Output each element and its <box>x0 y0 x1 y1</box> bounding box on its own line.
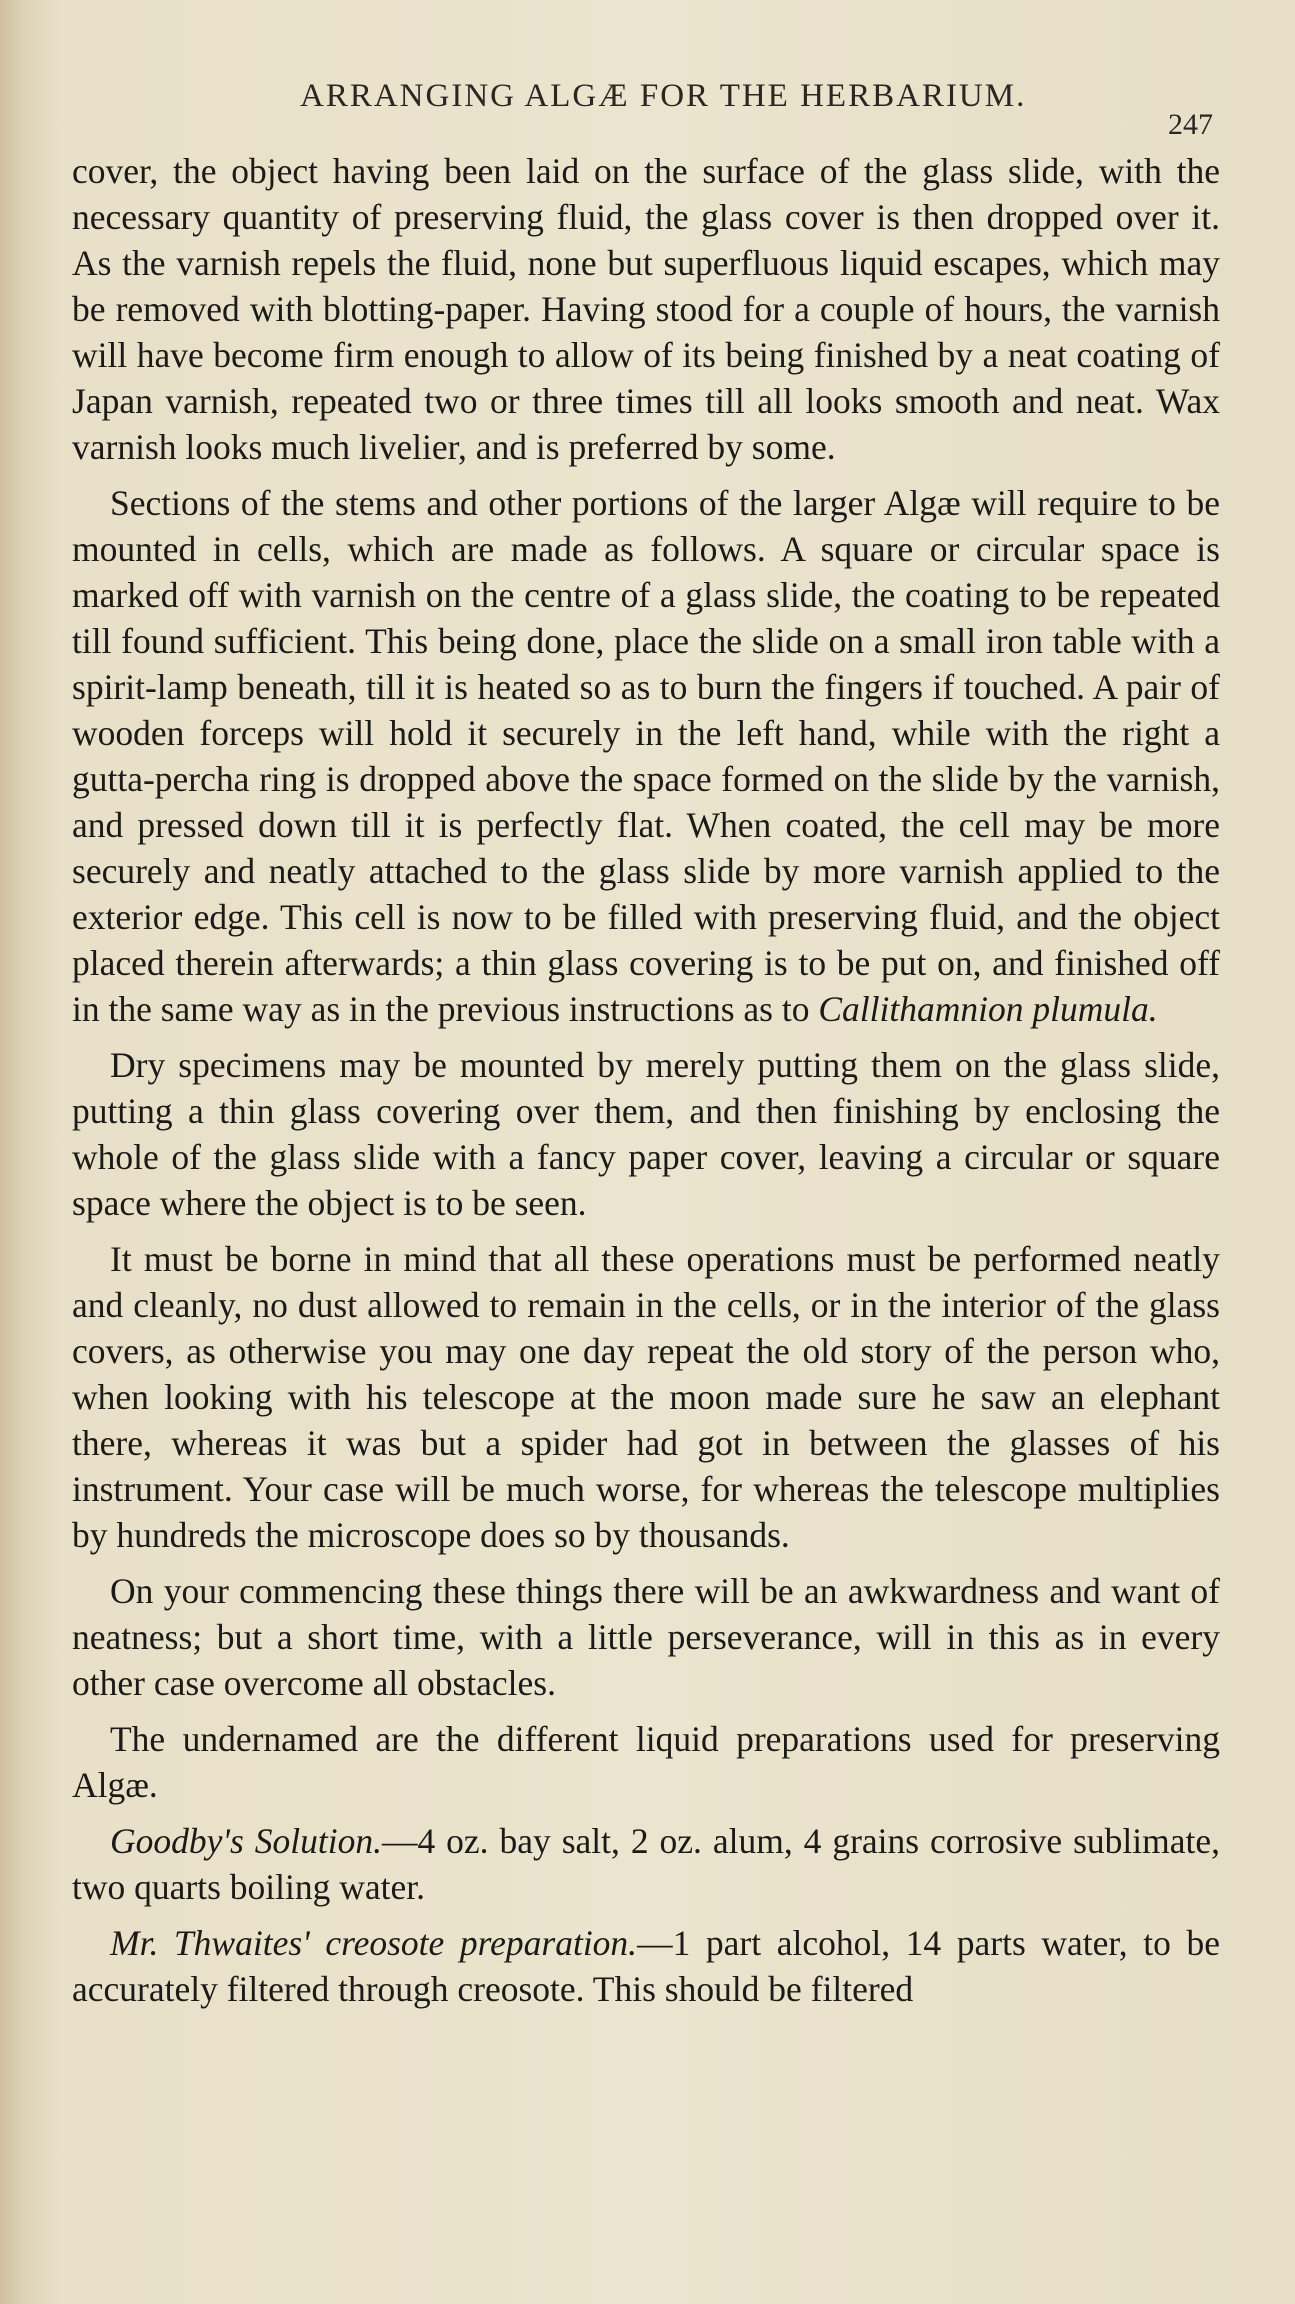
paragraph-3: Dry specimens may be mounted by merely putting them on the glass slide, putting a thin glass covering over them, and then finishing by enclosing the whole of the glass slide with a fancy paper cover, leaving a circular or square space where the object is to be seen. <box>72 1045 1220 1223</box>
paragraph-1: cover, the object having been laid on the surface of the glass slide, with the necessary quantity of preserving fluid, the glass cover is then dropped over it. As the varnish repels the fluid, none but superfluous liquid escapes, which may be removed with blotting-paper. Having stood for a couple of hours, the varnish will have become firm enough to allow of its being finished by a neat coating of Japan varnish, repeated two or three times till all looks smooth and neat. Wax varnish looks much livelier, and is preferred by some. <box>72 151 1220 467</box>
body-text <box>72 148 1220 2022</box>
page-number: 247 <box>1168 108 1213 141</box>
paragraph-2-text: Sections of the stems and other portions of the larger Algæ will require to be mounted in cells, which are made as follows. A square or circular space is marked off with varnish on the centre of a glass slide, the coating to be repeated till found sufficient. This being done, place the slide on a small iron table with a spirit-lamp beneath, till it is heated so as to burn the fingers if touched. A pair of wooden forceps will hold it securely in the left hand, while with the right a gutta-percha ring is dropped above the space formed on the slide by the varnish, and pressed down till it is perfectly flat. When coated, the cell may be more securely and neatly attached to the glass slide by more varnish applied to the exterior edge. This cell is now to be filled with preserving fluid, and the object placed therein afterwards; a thin glass covering is to be put on, and finished off in the same way as in the previous instructions as to <box>72 483 1220 1029</box>
running-head: ARRANGING ALGÆ FOR THE HERBARIUM. <box>300 78 1027 114</box>
paragraph-6: The undernamed are the different liquid preparations used for preserving Algæ. <box>72 1719 1220 1805</box>
paragraph-5: On your commencing these things there will be an awkwardness and want of neatness; but a short time, with a little perseverance, will in this as in every other case overcome all obstacles. <box>72 1571 1220 1703</box>
paragraph-2-species: Callithamnion plumula. <box>818 989 1158 1029</box>
paragraph-2 <box>72 480 1220 1032</box>
thwaites-preparation-text: —1 part alcohol, 14 parts water, to be accurately filtered through creosote. This should be filtered <box>72 1923 1220 2009</box>
paragraph-4: It must be borne in mind that all these operations must be performed neatly and cleanly, no dust allowed to remain in the cells, or in the interior of the glass covers, as otherwise you may one day repeat the old story of the person who, when looking with his telescope at the moon made sure he saw an elephant there, whereas it was but a spider had got in between the glasses of his instrument. Your case will be much worse, for whereas the telescope multiplies by hundreds the microscope does so by thousands. <box>72 1239 1220 1555</box>
goodby-solution-text: —4 oz. bay salt, 2 oz. alum, 4 grains corrosive sublimate, two quarts boiling water. <box>72 1821 1220 1907</box>
paragraph-8 <box>72 1920 1220 2012</box>
goodby-solution-title: Goodby's Solution. <box>110 1821 382 1861</box>
thwaites-preparation-title: Mr. Thwaites' creosote preparation. <box>110 1923 638 1963</box>
paragraph-7 <box>72 1818 1220 1910</box>
